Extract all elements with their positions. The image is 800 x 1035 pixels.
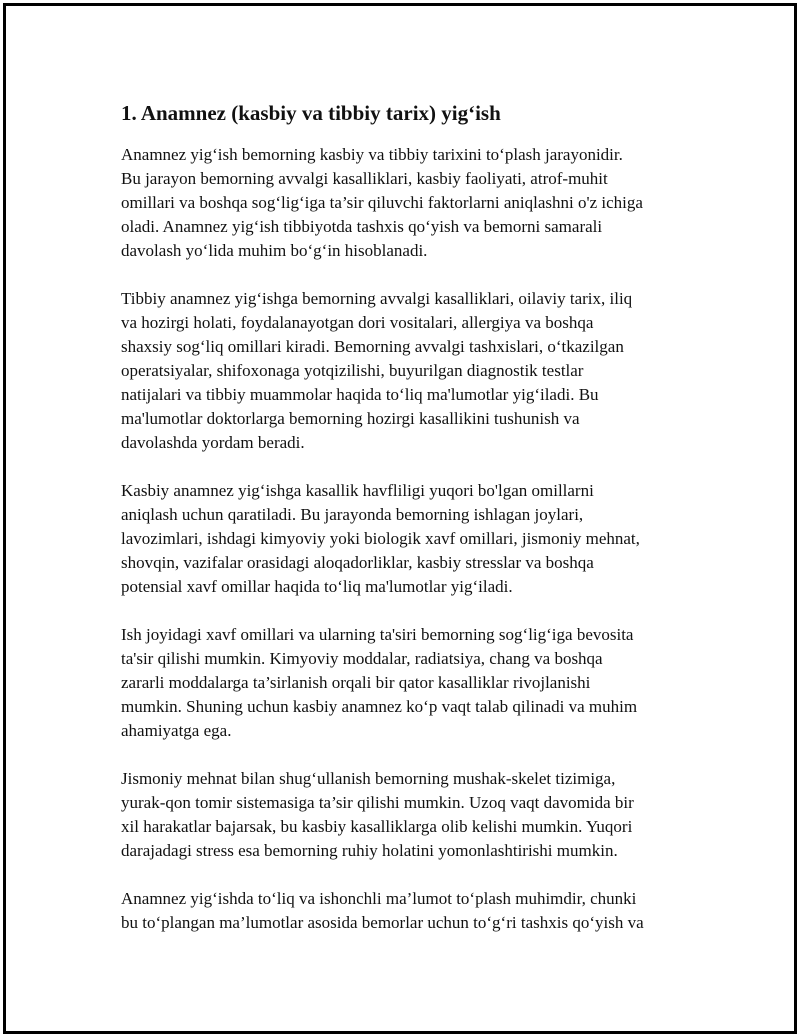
text-line: va hozirgi holati, foydalanayotgan dori vositalari, allergiya va boshqa xyxy=(121,313,594,332)
paragraph-6 xyxy=(121,887,701,935)
text-line: potensial xavf omillar haqida to‘liq ma'lumotlar yig‘iladi. xyxy=(121,577,513,596)
text-line: yurak-qon tomir sistemasiga ta’sir qilishi mumkin. Uzoq vaqt davomida bir xyxy=(121,793,634,812)
text-line: Anamnez yig‘ishda to‘liq va ishonchli ma’lumot to‘plash muhimdir, chunki xyxy=(121,889,637,908)
text-line: omillari va boshqa sog‘lig‘iga ta’sir qiluvchi faktorlarni aniqlashni o'z ichiga xyxy=(121,193,643,212)
text-line: lavozimlari, ishdagi kimyoviy yoki biologik xavf omillari, jismoniy mehnat, xyxy=(121,529,640,548)
text-line: Kasbiy anamnez yig‘ishga kasallik havfliligi yuqori bo'lgan omillarni xyxy=(121,481,594,500)
text-line: Jismoniy mehnat bilan shug‘ullanish bemorning mushak-skelet tizimiga, xyxy=(121,769,616,788)
text-line: natijalari va tibbiy muammolar haqida to‘liq ma'lumotlar yig‘iladi. Bu xyxy=(121,385,599,404)
text-line: aniqlash uchun qaratiladi. Bu jarayonda bemorning ishlagan joylari, xyxy=(121,505,584,524)
text-line: davolashda yordam beradi. xyxy=(121,433,305,452)
text-line: ahamiyatga ega. xyxy=(121,721,232,740)
text-line: Bu jarayon bemorning avvalgi kasalliklari, kasbiy faoliyati, atrof-muhit xyxy=(121,169,608,188)
paragraph-5 xyxy=(121,767,701,863)
text-line: Anamnez yig‘ish bemorning kasbiy va tibbiy tarixini to‘plash jarayonidir. xyxy=(121,145,623,164)
section-heading: 1. Anamnez (kasbiy va tibbiy tarix) yig‘ish xyxy=(121,101,501,125)
text-line: shovqin, vazifalar orasidagi aloqadorliklar, kasbiy stresslar va boshqa xyxy=(121,553,594,572)
text-line: Tibbiy anamnez yig‘ishga bemorning avvalgi kasalliklari, oilaviy tarix, iliq xyxy=(121,289,633,308)
document-body xyxy=(121,99,701,959)
page-frame xyxy=(3,3,797,1034)
text-line: oladi. Anamnez yig‘ish tibbiyotda tashxis qo‘yish va bemorni samarali xyxy=(121,217,603,236)
text-line: operatsiyalar, shifoxonaga yotqizilishi, buyurilgan diagnostik testlar xyxy=(121,361,584,380)
paragraph-1 xyxy=(121,143,701,263)
text-line: darajadagi stress esa bemorning ruhiy holatini yomonlashtirishi mumkin. xyxy=(121,841,618,860)
text-line: xil harakatlar bajarsak, bu kasbiy kasalliklarga olib kelishi mumkin. Yuqori xyxy=(121,817,633,836)
paragraph-4 xyxy=(121,623,701,743)
paragraph-3 xyxy=(121,479,701,599)
text-line: Ish joyidagi xavf omillari va ularning ta'siri bemorning sog‘lig‘iga bevosita xyxy=(121,625,634,644)
text-line: davolash yo‘lida muhim bo‘g‘in hisoblanadi. xyxy=(121,241,428,260)
text-line: bu to‘plangan ma’lumotlar asosida bemorlar uchun to‘g‘ri tashxis qo‘yish va xyxy=(121,913,644,932)
paragraph-2 xyxy=(121,287,701,455)
text-line: mumkin. Shuning uchun kasbiy anamnez ko‘p vaqt talab qilinadi va muhim xyxy=(121,697,638,716)
text-line: zararli moddalarga ta’sirlanish orqali bir qator kasalliklar rivojlanishi xyxy=(121,673,591,692)
text-line: ma'lumotlar doktorlarga bemorning hozirgi kasallikini tushunish va xyxy=(121,409,580,428)
text-line: ta'sir qilishi mumkin. Kimyoviy moddalar, radiatsiya, chang va boshqa xyxy=(121,649,603,668)
text-line: shaxsiy sog‘liq omillari kiradi. Bemorning avvalgi tashxislari, o‘tkazilgan xyxy=(121,337,624,356)
